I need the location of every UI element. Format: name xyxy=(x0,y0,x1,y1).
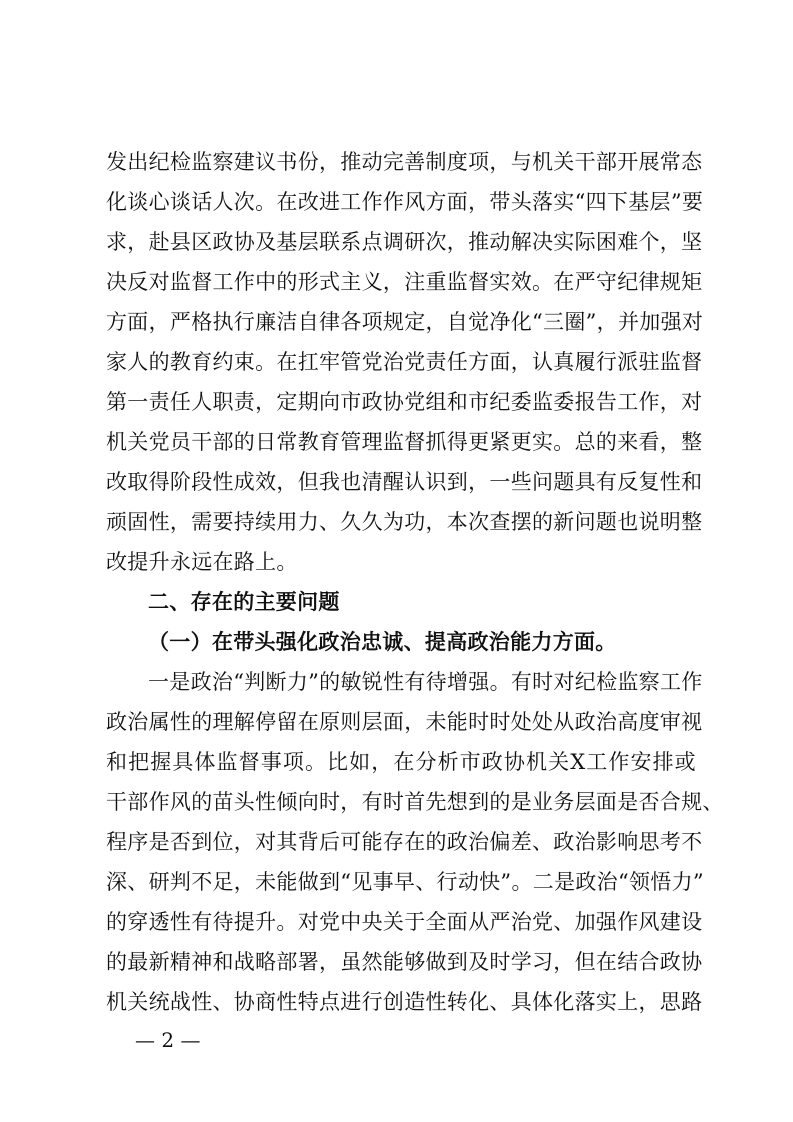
text-line: 求，赴县区政协及基层联系点调研次，推动解决实际困难个，坚 xyxy=(106,230,703,254)
text-line: 机关统战性、协商性特点进行创造性转化、具体化落实上，思路 xyxy=(106,990,703,1014)
page-number: — 2 — xyxy=(135,1028,201,1052)
text-line: 机关党员干部的日常教育管理监督抓得更紧更实。总的来看，整 xyxy=(106,430,703,454)
section-heading: 二、存在的主要问题 xyxy=(148,590,340,614)
text-line: 程序是否到位，对其背后可能存在的政治偏差、政治影响思考不 xyxy=(106,830,703,854)
text-line: 改取得阶段性成效，但我也清醒认识到，一些问题具有反复性和 xyxy=(106,470,703,494)
text-line: 第一责任人职责，定期向市政协党组和市纪委监委报告工作，对 xyxy=(106,390,703,414)
text-line: 和把握具体监督事项。比如，在分析市政协机关X工作安排或 xyxy=(106,750,696,774)
text-line: 的最新精神和战略部署，虽然能够做到及时学习，但在结合政协 xyxy=(106,950,703,974)
text-line: 政治属性的理解停留在原则层面，未能时时处处从政治高度审视 xyxy=(106,710,703,734)
text-line: 化谈心谈话人次。在改进工作作风方面，带头落实“四下基层”要 xyxy=(106,190,704,214)
text-line: 发出纪检监察建议书份，推动完善制度项，与机关干部开展常态 xyxy=(106,150,703,174)
text-line: 家人的教育约束。在扛牢管党治党责任方面，认真履行派驻监督 xyxy=(106,350,703,374)
text-line: 干部作风的苗头性倾向时，有时首先想到的是业务层面是否合规、 xyxy=(106,790,724,814)
text-line: 方面，严格执行廉洁自律各项规定，自觉净化“三圈”，并加强对 xyxy=(106,310,704,334)
text-line: 一是政治“判断力”的敏锐性有待增强。有时对纪检监察工作 xyxy=(148,670,703,694)
text-line: 顽固性，需要持续用力、久久为功，本次查摆的新问题也说明整 xyxy=(106,510,703,534)
text-line: 改提升永远在路上。 xyxy=(106,550,298,574)
text-line: 的穿透性有待提升。对党中央关于全面从严治党、加强作风建设 xyxy=(106,910,703,934)
paragraph-1 xyxy=(106,142,724,1022)
subsection-heading: （一）在带头强化政治忠诚、提高政治能力方面。 xyxy=(148,629,617,654)
text-line: 深、研判不足，未能做到“见事早、行动快”。二是政治“领悟力” xyxy=(106,870,704,894)
text-line: 决反对监督工作中的形式主义，注重监督实效。在严守纪律规矩 xyxy=(106,270,703,294)
